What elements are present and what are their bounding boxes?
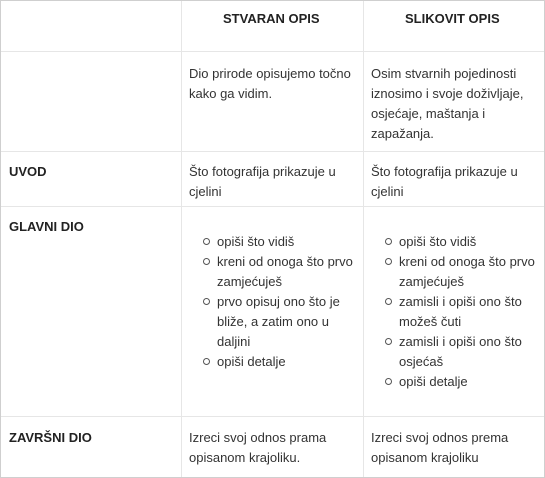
header-slikovit-opis: SLIKOVIT OPIS xyxy=(405,11,500,26)
list-item: prvo opisuj ono što je bliže, a zatim ono u daljini xyxy=(203,292,353,352)
intro-stvaran-cell: Dio prirode opisujemo točno kako ga vidim. xyxy=(189,66,351,101)
list-item: opiši što vidiš xyxy=(203,232,353,252)
list-item: kreni od onoga što prvo zamjećuješ xyxy=(203,252,353,292)
list-item: kreni od onoga što prvo zamjećuješ xyxy=(385,252,535,292)
list-item: opiši što vidiš xyxy=(385,232,535,252)
row-label-zavrsni-dio: ZAVRŠNI DIO xyxy=(9,430,92,445)
list-item: opiši detalje xyxy=(385,372,535,392)
header-stvaran-opis: STVARAN OPIS xyxy=(223,11,320,26)
list-item: opiši detalje xyxy=(203,352,353,372)
intro-slikovit-cell: Osim stvarnih pojedinosti iznosimo i svoje doživljaje, osjećaje, maštanja i zapažanja. xyxy=(371,66,524,141)
column-divider xyxy=(363,1,364,477)
zavrsni-slikovit-cell: Izreci svoj odnos prema opisanom krajoliku xyxy=(371,430,509,465)
zavrsni-stvaran-cell: Izreci svoj odnos prama opisanom krajoliku. xyxy=(189,430,327,465)
row-divider xyxy=(1,416,544,417)
row-label-glavni-dio: GLAVNI DIO xyxy=(9,219,84,234)
row-divider xyxy=(1,51,544,52)
list-item: zamisli i opiši ono što možeš čuti xyxy=(385,292,535,332)
glavni-slikovit-list xyxy=(385,232,535,392)
glavni-stvaran-list xyxy=(203,232,353,372)
row-divider xyxy=(1,206,544,207)
row-label-uvod: UVOD xyxy=(9,164,47,179)
list-item: zamisli i opiši ono što osjećaš xyxy=(385,332,535,372)
row-divider xyxy=(1,151,544,152)
column-divider xyxy=(181,1,182,477)
uvod-stvaran-cell: Što fotografija prikazuje u cjelini xyxy=(189,164,336,199)
uvod-slikovit-cell: Što fotografija prikazuje u cjelini xyxy=(371,164,518,199)
